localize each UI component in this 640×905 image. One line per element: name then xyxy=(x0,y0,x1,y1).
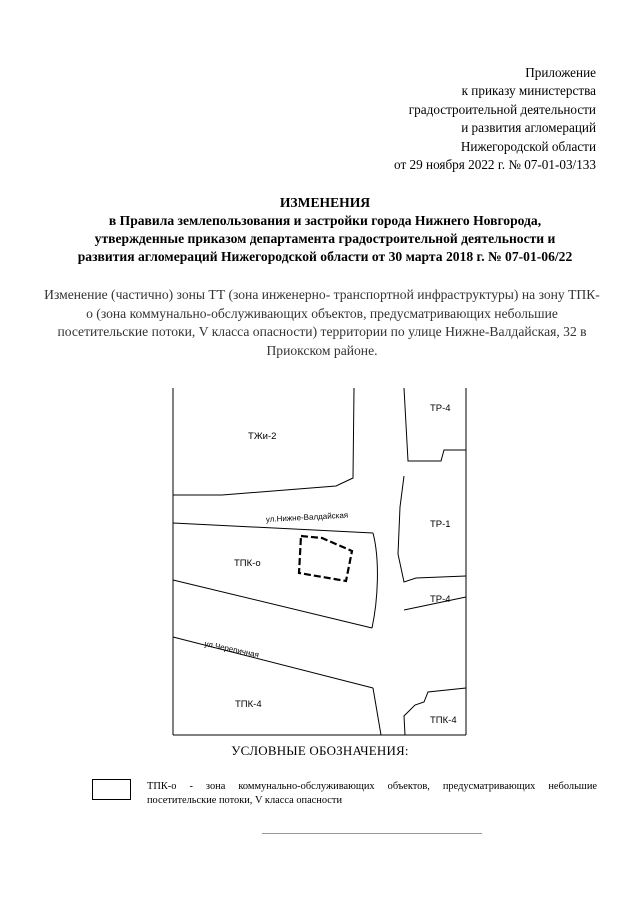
header-line: градостроительной деятельности xyxy=(408,101,596,117)
street-edge xyxy=(173,523,373,533)
legend-swatch xyxy=(92,779,131,800)
zone-label-tr4-top: ТР-4 xyxy=(430,403,451,414)
legend-title: УСЛОВНЫЕ ОБОЗНАЧЕНИЯ: xyxy=(231,743,409,758)
footer-divider xyxy=(262,833,482,834)
header-line: Приложение xyxy=(525,65,596,80)
title-line: в Правила землепользования и застройки города Нижнего Новгорода, xyxy=(108,213,542,228)
header-line: к приказу министерства xyxy=(461,83,596,99)
zone-label-tpko: ТПК-о xyxy=(234,558,261,569)
block-tr4-top-boundary xyxy=(404,388,466,461)
title-line: утвержденные приказом департамента градостроительной деятельности и xyxy=(94,231,556,246)
title-heading: ИЗМЕНЕНИЯ xyxy=(279,195,371,210)
zone-label-tzhi2: ТЖи-2 xyxy=(248,431,277,442)
block-tpk4-top-boundary xyxy=(373,688,381,735)
zone-label-tpk4-right: ТПК-4 xyxy=(430,715,457,726)
street-cherepichnaya-edge xyxy=(173,637,373,688)
street-corner xyxy=(372,533,377,628)
zone-label-tr4-mid: ТР-4 xyxy=(430,594,451,605)
block-tpk4-right-boundary xyxy=(404,688,466,735)
street-label-valdayskaya: ул.Нижне-Валдайская xyxy=(265,510,349,524)
changed-parcel-outline xyxy=(299,536,352,581)
street-label-cherepichnaya: ул.Черепичная xyxy=(203,639,260,660)
change-description: Изменение (частично) зоны ТТ (зона инженерно- транспортной инфраструктуры) на зону ТПК-о (зона коммунально-обслуживающих объектов, предусматривающих небольшие посетительские потоки, V класса опасности) территории по улице Нижне-Валдайская, 32 в Приокском районе. xyxy=(44,287,600,358)
header-line: и развития агломераций xyxy=(461,120,596,136)
legend-item-text: ТПК-о - зона коммунально-обслуживающих объектов, предусматривающих небольшие посетительские потоки, V класса опасности xyxy=(147,781,597,806)
header-line: Нижегородской области xyxy=(460,138,596,154)
header-line: от 29 ноября 2022 г. № 07-01-03/133 xyxy=(394,157,596,173)
zone-label-tr1: ТР-1 xyxy=(430,519,451,530)
title-line: развития агломераций Нижегородской области от 30 марта 2018 г. № 07-01-06/22 xyxy=(77,249,573,264)
zone-label-tpk4-left: ТПК-4 xyxy=(235,699,262,710)
block-tpko-lower-boundary xyxy=(173,580,372,628)
